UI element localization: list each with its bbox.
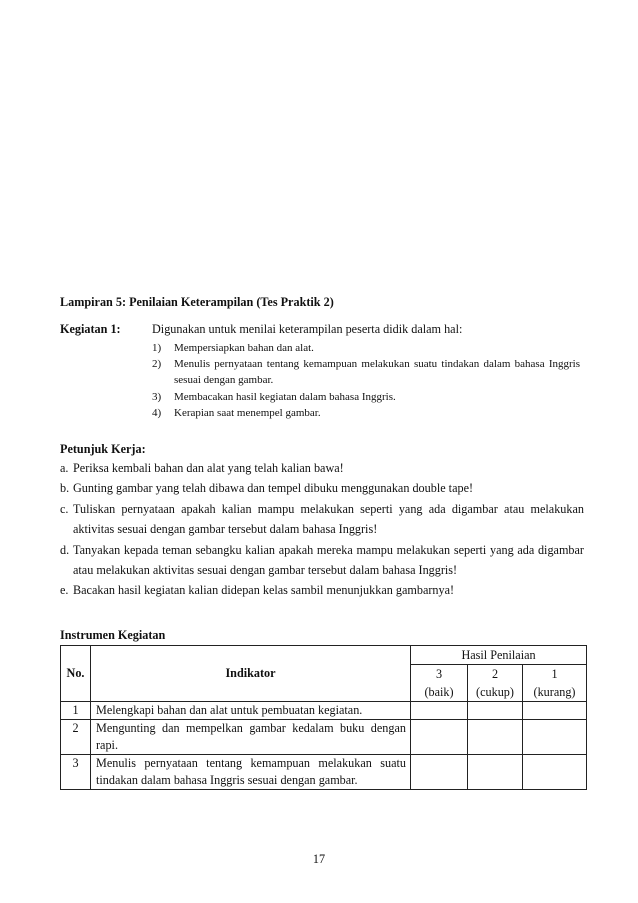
score-cell	[468, 702, 523, 720]
list-item	[60, 458, 584, 478]
header-no: No.	[61, 646, 91, 702]
list-text: Tuliskan pernyataan apakah kalian mampu melakukan seperti yang ada digambar atau melakukan aktivitas sesuai dengan gambar tersebut dalam bahasa Inggris!	[73, 501, 584, 537]
list-letter: b.	[60, 481, 70, 496]
list-item	[60, 478, 584, 498]
list-text: Kerapian saat menempel gambar.	[174, 406, 321, 419]
list-item	[60, 499, 584, 540]
list-item	[152, 405, 580, 421]
score-value: 3	[435, 667, 443, 681]
row-number: 1	[61, 702, 91, 720]
score-cell	[468, 720, 523, 755]
score-value: 2	[491, 667, 499, 681]
score-value: 1	[551, 667, 558, 681]
list-letter: e.	[60, 583, 69, 598]
score-label: (baik)	[424, 685, 454, 699]
score-cell	[411, 755, 468, 790]
row-indikator: Mengunting dan mempelkan gambar kedalam buku dengan rapi.	[91, 720, 411, 755]
list-text: Membacakan hasil kegiatan dalam bahasa Inggris.	[174, 390, 396, 403]
instrumen-title: Instrumen Kegiatan	[60, 628, 166, 642]
table-row	[61, 720, 587, 755]
list-item	[60, 540, 584, 581]
section-title: Lampiran 5: Penilaian Keterampilan (Tes Praktik 2)	[60, 295, 334, 309]
row-number: 2	[61, 720, 91, 755]
score-label: (cukup)	[476, 685, 514, 699]
kegiatan-intro: Digunakan untuk menilai keterampilan peserta didik dalam hal:	[152, 322, 463, 336]
score-cell	[523, 720, 587, 755]
petunjuk-title: Petunjuk Kerja:	[60, 442, 146, 456]
kegiatan-label: Kegiatan 1:	[60, 322, 121, 336]
page-number: 17	[312, 852, 326, 866]
list-item	[60, 580, 584, 600]
row-number: 3	[61, 755, 91, 790]
list-item	[152, 356, 580, 388]
petunjuk-list	[60, 458, 584, 601]
list-number: 1)	[152, 342, 162, 354]
header-score	[411, 665, 468, 702]
list-item	[152, 340, 580, 356]
header-row	[61, 646, 587, 665]
score-cell	[411, 720, 468, 755]
list-number: 2)	[152, 358, 162, 371]
list-text: Periksa kembali bahan dan alat yang telah kalian bawa!	[73, 461, 344, 475]
list-text: Mempersiapkan bahan dan alat.	[174, 342, 314, 354]
list-text: Tanyakan kepada teman sebangku kalian apakah mereka mampu melakukan seperti yang ada digambar atau melakukan aktivitas sesuai dengan gambar tersebut dalam bahasa Inggris!	[73, 542, 584, 578]
kegiatan-list	[152, 340, 580, 421]
list-item	[152, 389, 580, 405]
header-hasil-penilaian: Hasil Penilaian	[411, 646, 587, 665]
score-cell	[411, 702, 468, 720]
list-text: Bacakan hasil kegiatan kalian didepan kelas sambil menunjukkan gambarnya!	[73, 583, 455, 598]
score-cell	[523, 702, 587, 720]
list-letter: d.	[60, 542, 70, 557]
score-cell	[468, 755, 523, 790]
row-indikator: Melengkapi bahan dan alat untuk pembuatan kegiatan.	[91, 702, 411, 720]
list-number: 4)	[152, 406, 162, 419]
list-number: 3)	[152, 390, 162, 403]
instrumen-table	[60, 645, 587, 790]
list-text: Menulis pernyataan tentang kemampuan melakukan suatu tindakan dalam bahasa Inggris sesuai dengan gambar.	[174, 358, 580, 387]
header-indikator: Indikator	[91, 646, 411, 702]
list-letter: a.	[60, 461, 69, 475]
header-score	[523, 665, 587, 702]
score-cell	[523, 755, 587, 790]
header-score	[468, 665, 523, 702]
list-text: Gunting gambar yang telah dibawa dan tempel dibuku menggunakan double tape!	[73, 481, 474, 496]
row-indikator: Menulis pernyataan tentang kemampuan melakukan suatu tindakan dalam bahasa Inggris sesuai dengan gambar.	[91, 755, 411, 790]
table-row	[61, 755, 587, 790]
list-letter: c.	[60, 501, 69, 516]
score-label: (kurang)	[533, 685, 576, 699]
table-row	[61, 702, 587, 720]
